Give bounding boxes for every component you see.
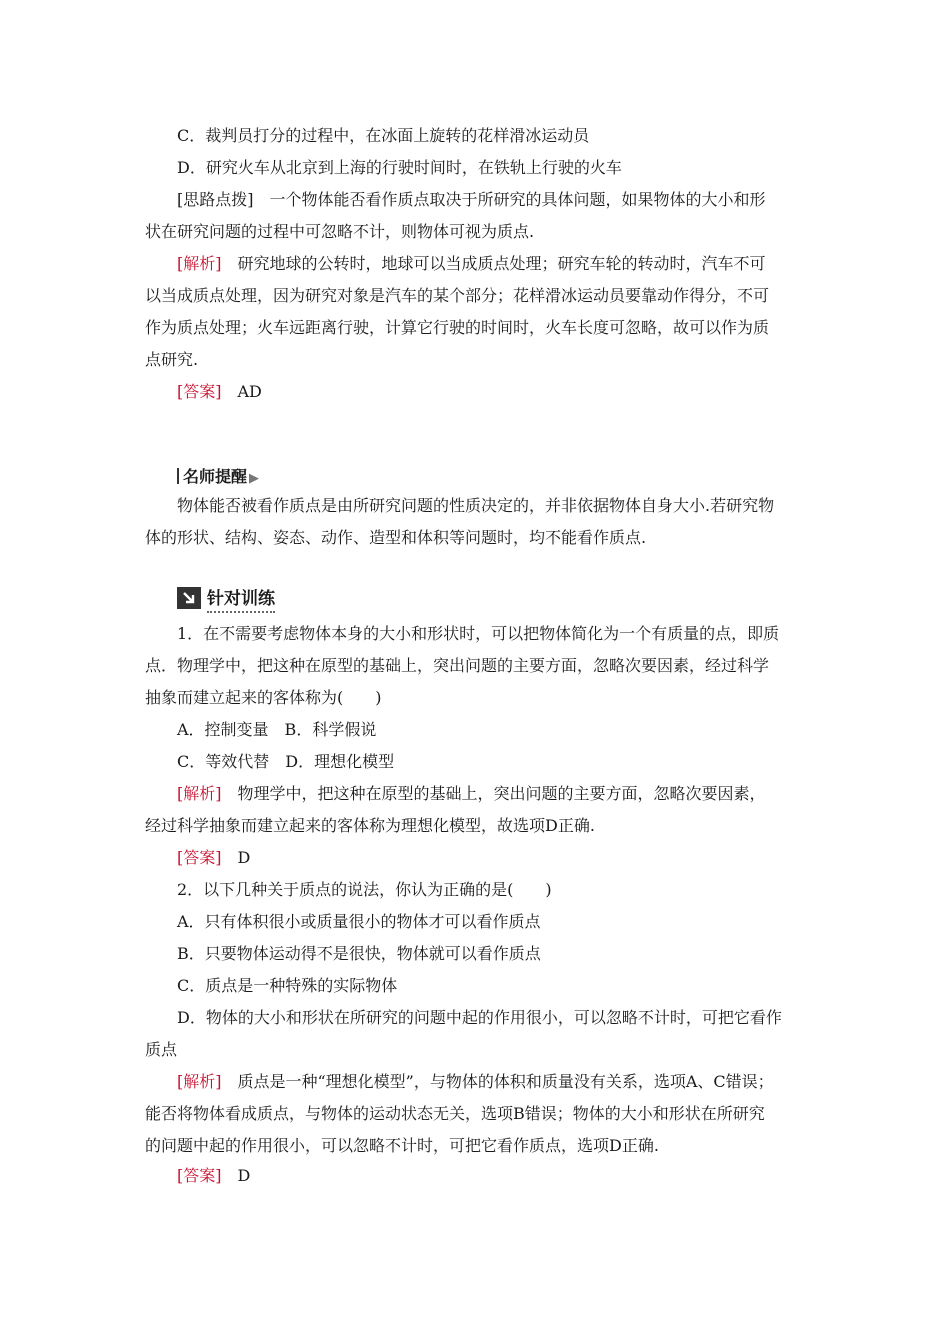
analysis-line: 以当成质点处理，因为研究对象是汽车的某个部分；花样滑冰运动员要靠动作得分，不可 [145, 286, 770, 305]
practice-title: 针对训练 [207, 584, 275, 613]
analysis-tag: [解析] [177, 1072, 222, 1091]
option-d: D．物体的大小和形状在所研究的问题中起的作用很小，可以忽略不计时，可把它看作 [177, 1008, 782, 1027]
answer-tag: [答案] [177, 848, 222, 867]
answer-tag: [答案] [177, 382, 222, 401]
question-1: 点．物理学中，把这种在原型的基础上，突出问题的主要方面，忽略次要因素，经过科学 [145, 656, 770, 675]
answer-tag: [答案] [177, 1166, 222, 1185]
tip-bar [177, 468, 179, 484]
option-d: D．研究火车从北京到上海的行驶时间时，在铁轨上行驶的火车 [177, 158, 622, 177]
analysis-line: 作为质点处理；火车远距离行驶，计算它行驶的时间时，火车长度可忽略，故可以作为质 [145, 318, 770, 337]
analysis-text: 研究地球的公转时，地球可以当成质点处理；研究车轮的转动时，汽车不可 [221, 254, 766, 273]
answer-line [177, 848, 250, 868]
tip-line: 物体能否被看作质点是由所研究问题的性质决定的，并非依据物体自身大小.若研究物 [177, 496, 775, 515]
tip-line: 体的形状、结构、姿态、动作、造型和体积等问题时，均不能看作质点. [145, 528, 647, 547]
analysis-line: 的问题中起的作用很小，可以忽略不计时，可把它看作质点，选项D正确. [145, 1136, 659, 1155]
analysis-line [177, 254, 766, 274]
play-arrow-icon: ▶ [249, 471, 260, 486]
analysis-line: 经过科学抽象而建立起来的客体称为理想化模型，故选项D正确. [145, 816, 595, 835]
practice-heading [177, 586, 275, 610]
options-cd: C．等效代替 D．理想化模型 [177, 752, 395, 771]
question-1: 抽象而建立起来的客体称为( ) [145, 688, 382, 707]
options-ab: A．控制变量 B．科学假说 [177, 720, 377, 739]
answer-line [177, 1166, 250, 1186]
analysis-line [177, 1072, 774, 1092]
hint-line: [思路点拨] 一个物体能否看作质点取决于所研究的具体问题，如果物体的大小和形 [177, 190, 766, 209]
question-1: 1．在不需要考虑物体本身的大小和形状时，可以把物体简化为一个有质量的点，即质 [177, 624, 780, 643]
answer-line [177, 382, 262, 402]
arrow-down-right-icon [177, 587, 201, 609]
tip-title: 名师提醒 [183, 467, 248, 486]
analysis-tag: [解析] [177, 784, 222, 803]
analysis-line: 能否将物体看成质点，与物体的运动状态无关，选项B错误；物体的大小和形状在所研究 [145, 1104, 765, 1123]
question-2: 2．以下几种关于质点的说法，你认为正确的是( ) [177, 880, 552, 899]
hint-line: 状在研究问题的过程中可忽略不计，则物体可视为质点. [145, 222, 535, 241]
answer-text: D [221, 1166, 251, 1185]
teacher-tip-heading [177, 466, 259, 490]
analysis-line [177, 784, 766, 804]
option-c: C．裁判员打分的过程中，在冰面上旋转的花样滑冰运动员 [177, 126, 590, 145]
option-d: 质点 [145, 1040, 178, 1059]
analysis-line: 点研究. [145, 350, 199, 369]
answer-text: AD [221, 382, 262, 401]
analysis-text: 物理学中，把这种在原型的基础上，突出问题的主要方面，忽略次要因素， [221, 784, 766, 803]
analysis-text: 质点是一种“理想化模型”，与物体的体积和质量没有关系，选项A、C错误； [221, 1072, 774, 1091]
answer-text: D [221, 848, 251, 867]
analysis-tag: [解析] [177, 254, 222, 273]
option-a: A．只有体积很小或质量很小的物体才可以看作质点 [177, 912, 541, 931]
option-c: C．质点是一种特殊的实际物体 [177, 976, 398, 995]
option-b: B．只要物体运动得不是很快，物体就可以看作质点 [177, 944, 541, 963]
